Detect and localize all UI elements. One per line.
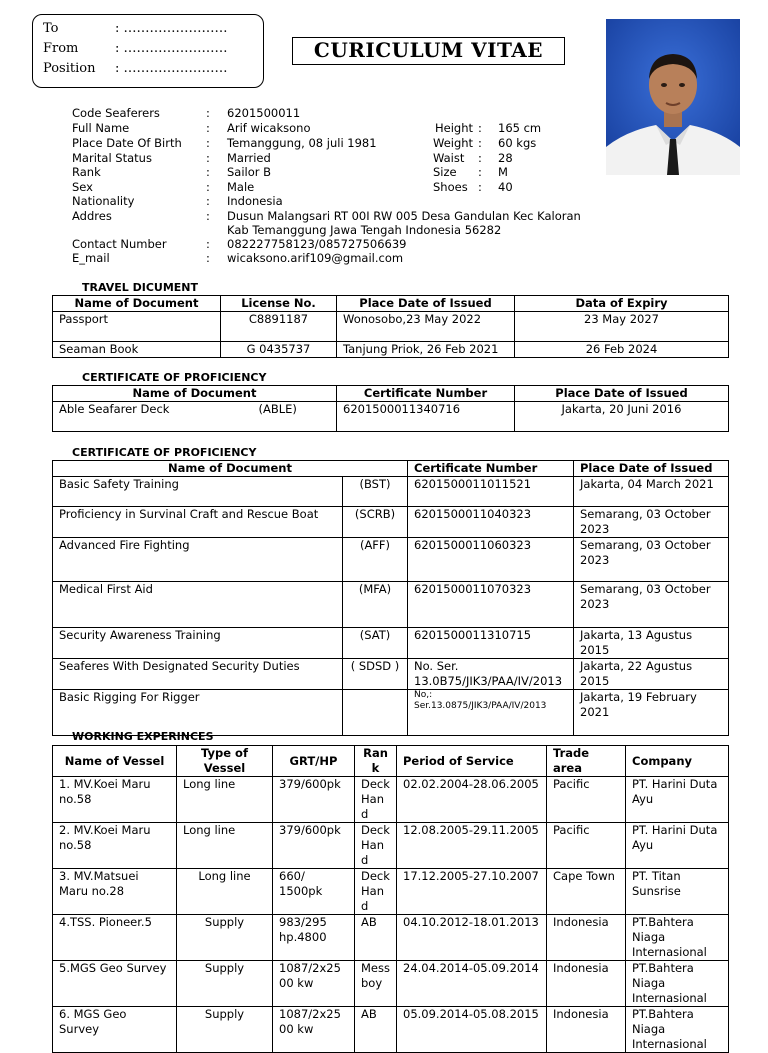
table-row: Able Seafarer Deck (ABLE) 6201500011340716 Jakarta, 20 Juni 2016 — [53, 402, 729, 432]
field-label: Place Date Of Birth — [72, 136, 182, 150]
to-line: To : …………………… — [43, 21, 228, 36]
table-row: 6. MGS Geo Survey Supply 1087/2x25 00 kw AB 05.09.2014-05.08.2015 Indonesia PT.Bahtera Niaga Internasional — [53, 1007, 729, 1053]
table-row: Proficiency in Survinal Craft and Rescue Boat (SCRB) 6201500011040323 Semarang, 03 October 2023 — [53, 507, 729, 538]
table-row: Security Awareness Training (SAT) 6201500011310715 Jakarta, 13 Agustus 2015 — [53, 628, 729, 659]
field-label: Sex — [72, 180, 93, 194]
column-header: Name of Vessel — [53, 746, 177, 777]
field-label: E_mail — [72, 251, 110, 265]
column-header: Period of Service — [397, 746, 547, 777]
field-label: Addres — [72, 209, 112, 223]
table-row: Basic Safety Training (BST) 6201500011011521 Jakarta, 04 March 2021 — [53, 477, 729, 507]
field-label: Marital Status — [72, 151, 152, 165]
field-sep: : — [478, 165, 482, 179]
field-sep: : — [206, 136, 210, 150]
column-header: Name of Document — [53, 386, 337, 402]
sex-value: Male — [227, 180, 255, 194]
marital-value: Married — [227, 151, 271, 165]
nationality-value: Indonesia — [227, 194, 283, 208]
cop2-table — [52, 460, 729, 736]
cop1-section-title: CERTIFICATE OF PROFICIENCY — [82, 371, 267, 384]
size-value: M — [498, 165, 508, 179]
recipient-box — [32, 14, 264, 88]
work-table — [52, 745, 729, 1053]
field-sep: : — [206, 251, 210, 265]
field-sep: : — [478, 151, 482, 165]
field-sep: : — [206, 151, 210, 165]
profile-photo — [606, 19, 740, 175]
shoes-label: Shoes — [433, 180, 468, 194]
table-row: Seaferes With Designated Security Duties ( SDSD ) No. Ser. 13.0B75/JIK3/PAA/IV/2013 Jakarta, 22 Agustus 2015 — [53, 659, 729, 690]
weight-value: 60 kgs — [498, 136, 537, 150]
birth-value: Temanggung, 08 juli 1981 — [227, 136, 377, 150]
field-sep: : — [206, 237, 210, 251]
column-header: License No. — [221, 296, 337, 312]
column-header: Type of Vessel — [177, 746, 273, 777]
size-label: Size — [433, 165, 457, 179]
column-header: Name of Document — [53, 296, 221, 312]
table-row: Medical First Aid (MFA) 6201500011070323 Semarang, 03 October 2023 — [53, 582, 729, 628]
table-row: Advanced Fire Fighting (AFF) 6201500011060323 Semarang, 03 October 2023 — [53, 538, 729, 582]
column-header: Place Date of Issued — [574, 461, 729, 477]
table-header-row — [53, 746, 729, 777]
waist-label: Waist — [433, 151, 465, 165]
waist-value: 28 — [498, 151, 513, 165]
email-value: wicaksono.arif109@gmail.com — [227, 251, 404, 265]
column-header: GRT/HP — [273, 746, 355, 777]
rank-value: Sailor B — [227, 165, 272, 179]
field-sep: : — [206, 209, 210, 223]
address-line-1: Dusun Malangsari RT 00I RW 005 Desa Gandulan Kec Kaloran — [227, 209, 581, 223]
code-seaferers-value: 6201500011 — [227, 106, 301, 120]
weight-label: Weight — [433, 136, 474, 150]
full-name-value: Arif wicaksono — [227, 121, 311, 135]
field-sep: : — [478, 180, 482, 194]
table-row: 2. MV.Koei Maru no.58 Long line 379/600pk Deck Hand 12.08.2005-29.11.2005 Pacific PT. Harini Duta Ayu — [53, 823, 729, 869]
table-header-row — [53, 386, 729, 402]
column-header: Certificate Number — [337, 386, 515, 402]
table-header-row — [53, 461, 729, 477]
column-header: Company — [626, 746, 729, 777]
field-sep: : — [206, 180, 210, 194]
field-sep: : — [478, 136, 482, 150]
column-header: Trade area — [547, 746, 626, 777]
travel-section-title: TRAVEL DICUMENT — [82, 281, 199, 294]
field-sep: : — [206, 121, 210, 135]
travel-table — [52, 295, 729, 358]
height-value: 165 cm — [498, 121, 542, 135]
shoes-value: 40 — [498, 180, 513, 194]
table-row: Basic Rigging For Rigger No,: Ser.13.0875/JIK3/PAA/IV/2013 Jakarta, 19 February 2021 — [53, 690, 729, 736]
contact-value: 082227758123/085727506639 — [227, 237, 407, 251]
field-label: Rank — [72, 165, 101, 179]
field-label: Nationality — [72, 194, 135, 208]
column-header: Place Date of Issued — [515, 386, 729, 402]
table-row: Passport C8891187 Wonosobo,23 May 2022 23 May 2027 — [53, 312, 729, 342]
column-header: Place Date of Issued — [337, 296, 515, 312]
column-header: Certificate Number — [408, 461, 574, 477]
document-title: CURICULUM VITAE — [292, 37, 565, 65]
table-header-row — [53, 296, 729, 312]
address-line-2: Kab Temanggung Jawa Tengah Indonesia 56282 — [227, 223, 502, 237]
cop1-table — [52, 385, 729, 432]
from-line: From : …………………… — [43, 41, 228, 56]
field-sep: : — [206, 106, 210, 120]
field-label: Contact Number — [72, 237, 167, 251]
table-row: 4.TSS. Pioneer.5 Supply 983/295 hp.4800 AB 04.10.2012-18.01.2013 Indonesia PT.Bahtera Niaga Internasional — [53, 915, 729, 961]
cop2-section-title: CERTIFICATE OF PROFICIENCY — [72, 446, 257, 459]
table-row: 3. MV.Matsuei Maru no.28 Long line 660/ 1500pk Deck Hand 17.12.2005-27.10.2007 Cape Town PT. Titan Sunsrise — [53, 869, 729, 915]
work-section-title: WORKING EXPERINCES — [72, 730, 214, 743]
field-sep: : — [206, 165, 210, 179]
field-sep: : — [478, 121, 482, 135]
table-row: 5.MGS Geo Survey Supply 1087/2x25 00 kw Mess boy 24.04.2014-05.09.2014 Indonesia PT.Bahtera Niaga Internasional — [53, 961, 729, 1007]
height-label: Height — [435, 121, 474, 135]
field-label: Full Name — [72, 121, 130, 135]
column-header: Rank — [355, 746, 397, 777]
portrait-image — [606, 19, 740, 175]
column-header: Data of Expiry — [515, 296, 729, 312]
table-row: Seaman Book G 0435737 Tanjung Priok, 26 Feb 2021 26 Feb 2024 — [53, 342, 729, 358]
table-row: 1. MV.Koei Maru no.58 Long line 379/600pk Deck Hand 02.02.2004-28.06.2005 Pacific PT. Harini Duta Ayu — [53, 777, 729, 823]
column-header: Name of Document — [53, 461, 408, 477]
field-label: Code Seaferers — [72, 106, 160, 120]
position-line: Position : …………………… — [43, 61, 228, 76]
field-sep: : — [206, 194, 210, 208]
